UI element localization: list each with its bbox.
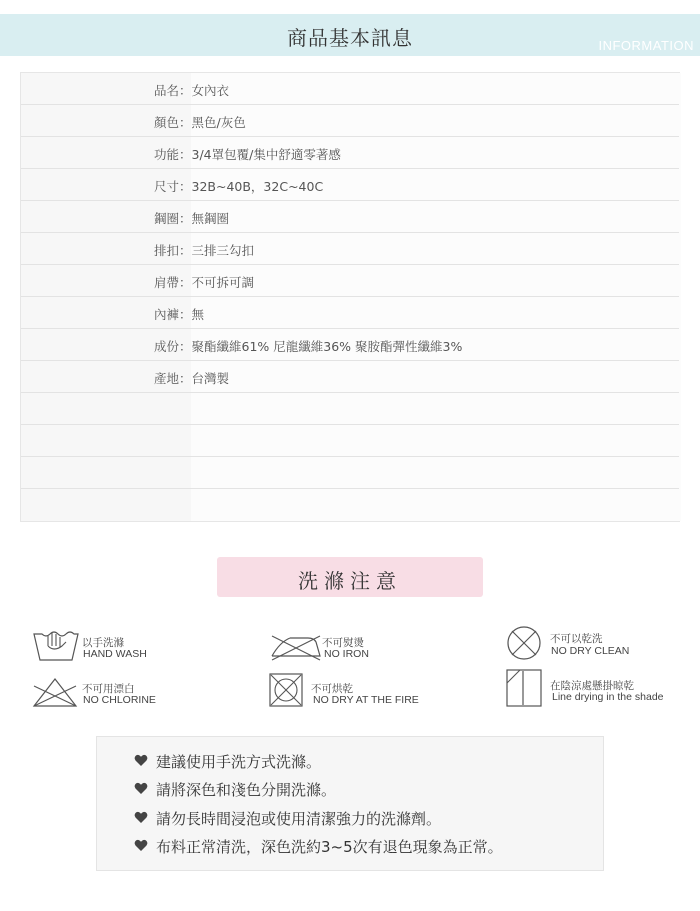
spec-row [21, 329, 679, 361]
care-item-line-dry [506, 669, 686, 709]
spec-text: 顏色：黑色/灰色 [154, 115, 246, 130]
spec-text: 功能：3/4罩包覆/集中舒適零著感 [154, 147, 341, 162]
spec-row [21, 73, 679, 105]
note-text: 請將深色和淺色分開洗滌。 [156, 781, 337, 799]
spec-text: 排扣：三排三勾扣 [154, 243, 255, 258]
care-en-label: NO DRY AT THE FIRE [313, 694, 419, 706]
wash-title-badge [217, 557, 483, 597]
spec-row [21, 393, 679, 425]
spec-row [21, 425, 679, 457]
note-text: 建議使用手洗方式洗滌。 [156, 753, 322, 771]
wash-notes-box [96, 736, 604, 871]
spec-row [21, 137, 679, 169]
care-item-no-iron [270, 632, 430, 662]
care-item-hand-wash [32, 626, 192, 662]
spec-text: 內褲：無 [154, 307, 205, 322]
care-zh-label: 不可熨燙 [322, 637, 364, 649]
spec-row [21, 201, 679, 233]
spec-text: 品名：女內衣 [154, 83, 230, 98]
info-title: 商品基本訊息 [287, 26, 413, 50]
care-en-label: NO CHLORINE [83, 694, 156, 706]
spec-row [21, 297, 679, 329]
care-en-label: HAND WASH [83, 648, 147, 660]
spec-row [21, 105, 679, 137]
care-zh-label: 不可以乾洗 [550, 633, 603, 645]
care-en-label: Line drying in the shade [552, 691, 664, 703]
care-item-no-tumble-dry [269, 673, 449, 709]
no-chlorine-icon [32, 676, 78, 708]
no-dry-clean-icon [506, 625, 542, 661]
heart-icon [134, 811, 148, 824]
spec-text: 肩帶：不可拆可調 [154, 275, 255, 290]
care-zh-label: 不可烘乾 [311, 683, 353, 695]
spec-text: 產地：台灣製 [154, 371, 230, 386]
info-subtitle: INFORMATION [598, 38, 694, 53]
hand-wash-icon [32, 626, 80, 662]
spec-row [21, 169, 679, 201]
care-zh-label: 不可用漂白 [82, 683, 135, 695]
note-text: 布料正常清洗，深色洗約3~5次有退色現象為正常。 [156, 838, 503, 856]
care-en-label: NO DRY CLEAN [551, 645, 630, 657]
no-iron-icon [270, 632, 322, 662]
line-dry-shade-icon [506, 669, 542, 707]
care-en-label: NO IRON [324, 648, 369, 660]
wash-title: 洗滌注意 [298, 569, 402, 593]
info-header-bar [0, 14, 700, 56]
care-item-no-dry-clean [506, 625, 676, 661]
no-tumble-dry-icon [269, 673, 303, 707]
care-item-no-chlorine [32, 676, 192, 708]
heart-icon [134, 754, 148, 767]
spec-row [21, 361, 679, 393]
spec-row [21, 489, 679, 521]
spec-text: 鋼圈：無鋼圈 [154, 211, 230, 226]
care-zh-label: 以手洗滌 [82, 637, 124, 649]
spec-row [21, 457, 679, 489]
spec-table [20, 72, 680, 522]
heart-icon [134, 782, 148, 795]
care-zh-label: 在陰涼處懸掛晾乾 [550, 680, 634, 692]
spec-text: 成份：聚酯纖維61% 尼龍纖維36% 聚胺酯彈性纖維3% [154, 339, 463, 354]
note-text: 請勿長時間浸泡或使用清潔強力的洗滌劑。 [156, 810, 442, 828]
heart-icon [134, 839, 148, 852]
spec-row [21, 265, 679, 297]
spec-text: 尺寸：32B~40B，32C~40C [154, 179, 324, 194]
spec-row [21, 233, 679, 265]
